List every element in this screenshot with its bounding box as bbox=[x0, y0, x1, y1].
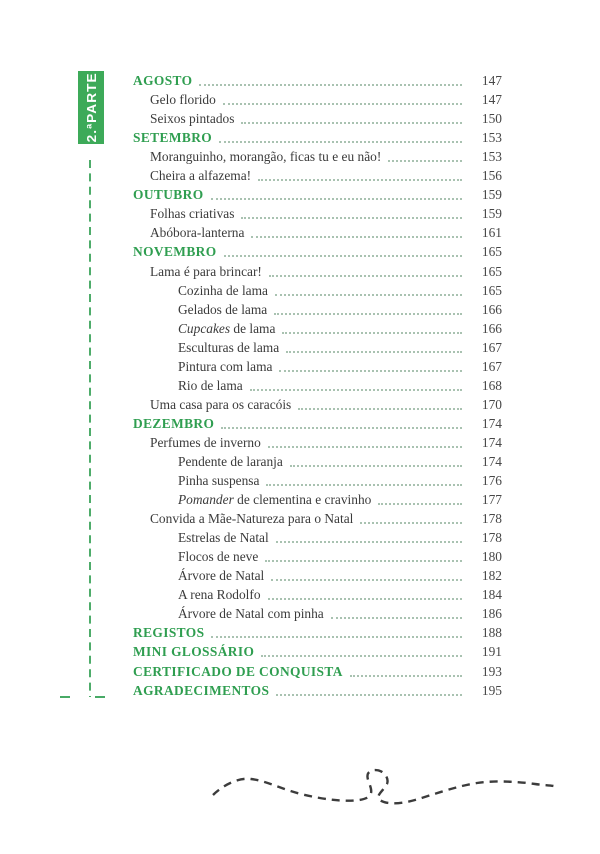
toc-leader-dots bbox=[219, 141, 462, 143]
toc-leader-dots bbox=[268, 446, 462, 448]
toc-row bbox=[133, 108, 502, 127]
toc-page-number: 177 bbox=[481, 492, 502, 508]
toc-row bbox=[133, 451, 502, 470]
toc-leader-dots bbox=[274, 313, 462, 315]
toc-entry-label: Pendente de laranja bbox=[178, 453, 283, 469]
toc-leader-dots bbox=[290, 465, 462, 467]
toc-row bbox=[133, 565, 502, 584]
toc-page-number: 167 bbox=[481, 358, 502, 374]
toc-row bbox=[133, 203, 502, 222]
toc-row bbox=[133, 299, 502, 318]
toc-entry-label: SETEMBRO bbox=[133, 130, 213, 146]
toc-page-number: 165 bbox=[481, 263, 502, 279]
toc-leader-dots bbox=[251, 236, 462, 238]
toc-page-number: 184 bbox=[481, 587, 502, 603]
toc-entry-label: Árvore de Natal com pinha bbox=[178, 606, 324, 622]
toc-entry-label: Pintura com lama bbox=[178, 358, 273, 374]
toc-page-number: 159 bbox=[481, 187, 502, 203]
toc-page-number: 188 bbox=[481, 625, 502, 641]
toc-leader-dots bbox=[211, 636, 462, 638]
toc-leader-dots bbox=[224, 255, 462, 257]
toc-entry-label: Uma casa para os caracóis bbox=[150, 396, 292, 412]
squiggle-decoration bbox=[205, 768, 565, 814]
toc-row bbox=[133, 413, 502, 432]
toc-leader-dots bbox=[268, 598, 462, 600]
toc-page-number: 168 bbox=[481, 377, 502, 393]
toc-leader-dots bbox=[221, 427, 462, 429]
toc-page-number: 166 bbox=[481, 320, 502, 336]
toc-entry-label: Gelados de lama bbox=[178, 301, 268, 317]
toc-entry-label: Seixos pintados bbox=[150, 111, 235, 127]
toc-entry-label: MINI GLOSSÁRIO bbox=[133, 644, 255, 660]
toc-page-number: 159 bbox=[481, 206, 502, 222]
toc-leader-dots bbox=[266, 484, 462, 486]
toc-page-number: 178 bbox=[481, 530, 502, 546]
toc-entry-label: A rena Rodolfo bbox=[178, 587, 261, 603]
toc-entry-label: Lama é para brincar! bbox=[150, 263, 262, 279]
toc-leader-dots bbox=[269, 275, 462, 277]
toc-leader-dots bbox=[258, 179, 462, 181]
toc-entry-label: AGRADECIMENTOS bbox=[133, 682, 270, 698]
toc-leader-dots bbox=[286, 351, 462, 353]
toc-leader-dots bbox=[275, 294, 462, 296]
toc-entry-label: Esculturas de lama bbox=[178, 339, 280, 355]
toc-row bbox=[133, 70, 502, 89]
toc-page-number: 186 bbox=[481, 606, 502, 622]
toc-row bbox=[133, 127, 502, 146]
toc-entry-label: Cozinha de lama bbox=[178, 282, 268, 298]
toc-row bbox=[133, 356, 502, 375]
toc-entry-label: Pinha suspensa bbox=[178, 473, 260, 489]
toc-entry-label: Estrelas de Natal bbox=[178, 530, 269, 546]
toc-entry-label: Gelo florido bbox=[150, 92, 216, 108]
toc-page-number: 195 bbox=[481, 682, 502, 698]
toc-page-number: 147 bbox=[481, 73, 502, 89]
toc-row bbox=[133, 641, 502, 660]
toc-row bbox=[133, 318, 502, 337]
toc-leader-dots bbox=[276, 694, 462, 696]
toc-leader-dots bbox=[223, 103, 462, 105]
toc-row bbox=[133, 527, 502, 546]
toc-page-number: 174 bbox=[481, 453, 502, 469]
toc-page-number: 176 bbox=[481, 473, 502, 489]
toc-page-number: 167 bbox=[481, 339, 502, 355]
toc-row bbox=[133, 184, 502, 203]
toc-entry-label: Folhas criativas bbox=[150, 206, 235, 222]
toc-row bbox=[133, 432, 502, 451]
toc-row bbox=[133, 489, 502, 508]
toc-row bbox=[133, 584, 502, 603]
toc-leader-dots bbox=[211, 198, 462, 200]
toc-entry-label: Pomander de clementina e cravinho bbox=[178, 492, 372, 508]
toc-entry-label: OUTUBRO bbox=[133, 187, 204, 203]
toc-leader-dots bbox=[378, 503, 462, 505]
toc-entry-label: CERTIFICADO DE CONQUISTA bbox=[133, 663, 343, 679]
toc-page-number: 166 bbox=[481, 301, 502, 317]
toc-entry-label: Abóbora-lanterna bbox=[150, 225, 245, 241]
toc-entry-label: REGISTOS bbox=[133, 625, 205, 641]
toc-row bbox=[133, 546, 502, 565]
toc-entry-label: Árvore de Natal bbox=[178, 568, 265, 584]
toc-page-number: 178 bbox=[481, 511, 502, 527]
toc-entry-label: AGOSTO bbox=[133, 73, 193, 89]
part-tab-label: 2.ªPARTE bbox=[83, 72, 99, 143]
toc-row bbox=[133, 603, 502, 622]
toc-row bbox=[133, 146, 502, 165]
toc-row bbox=[133, 337, 502, 356]
toc-leader-dots bbox=[298, 408, 462, 410]
toc-list bbox=[133, 70, 502, 699]
toc-leader-dots bbox=[199, 84, 462, 86]
toc-row bbox=[133, 470, 502, 489]
toc-page-number: 153 bbox=[481, 149, 502, 165]
toc-row bbox=[133, 165, 502, 184]
toc-leader-dots bbox=[276, 541, 462, 543]
toc-row bbox=[133, 622, 502, 641]
toc-leader-dots bbox=[279, 370, 462, 372]
dashed-rail bbox=[56, 150, 116, 706]
toc-row bbox=[133, 680, 502, 699]
part-tab bbox=[78, 71, 104, 144]
toc-leader-dots bbox=[360, 522, 462, 524]
toc-row bbox=[133, 241, 502, 260]
toc-row bbox=[133, 89, 502, 108]
toc-row bbox=[133, 394, 502, 413]
toc-leader-dots bbox=[241, 122, 462, 124]
toc-leader-dots bbox=[331, 617, 462, 619]
toc-page-number: 153 bbox=[481, 130, 502, 146]
toc-page-number: 182 bbox=[481, 568, 502, 584]
toc-leader-dots bbox=[241, 217, 462, 219]
toc-page-number: 156 bbox=[481, 168, 502, 184]
toc-entry-label: Cupcakes de lama bbox=[178, 320, 276, 336]
toc-page-number: 180 bbox=[481, 549, 502, 565]
toc-entry-label: Rio de lama bbox=[178, 377, 243, 393]
toc-row bbox=[133, 280, 502, 299]
toc-page-number: 191 bbox=[481, 644, 502, 660]
toc-row bbox=[133, 375, 502, 394]
toc-entry-label: NOVEMBRO bbox=[133, 244, 217, 260]
toc-leader-dots bbox=[261, 655, 462, 657]
toc-row bbox=[133, 222, 502, 241]
toc-entry-label: Convida a Mãe-Natureza para o Natal bbox=[150, 511, 354, 527]
toc-page-number: 161 bbox=[481, 225, 502, 241]
toc-leader-dots bbox=[282, 332, 462, 334]
toc-entry-label: Moranguinho, morangão, ficas tu e eu não! bbox=[150, 149, 382, 165]
toc-page-number: 147 bbox=[481, 92, 502, 108]
toc-page-number: 174 bbox=[481, 415, 502, 431]
toc-leader-dots bbox=[350, 675, 462, 677]
toc-page-number: 165 bbox=[481, 282, 502, 298]
toc-leader-dots bbox=[271, 579, 462, 581]
toc-entry-label: Cheira a alfazema! bbox=[150, 168, 252, 184]
toc-leader-dots bbox=[388, 160, 462, 162]
toc-row bbox=[133, 508, 502, 527]
toc-page-number: 150 bbox=[481, 111, 502, 127]
toc-entry-label: Flocos de neve bbox=[178, 549, 259, 565]
toc-page-number: 165 bbox=[481, 244, 502, 260]
toc-entry-label: Perfumes de inverno bbox=[150, 434, 261, 450]
toc-row bbox=[133, 260, 502, 279]
toc-entry-label: DEZEMBRO bbox=[133, 415, 215, 431]
toc-row bbox=[133, 660, 502, 679]
toc-leader-dots bbox=[250, 389, 462, 391]
toc-page-number: 174 bbox=[481, 434, 502, 450]
toc-page-number: 170 bbox=[481, 396, 502, 412]
toc-page-number: 193 bbox=[481, 663, 502, 679]
toc-leader-dots bbox=[265, 560, 462, 562]
